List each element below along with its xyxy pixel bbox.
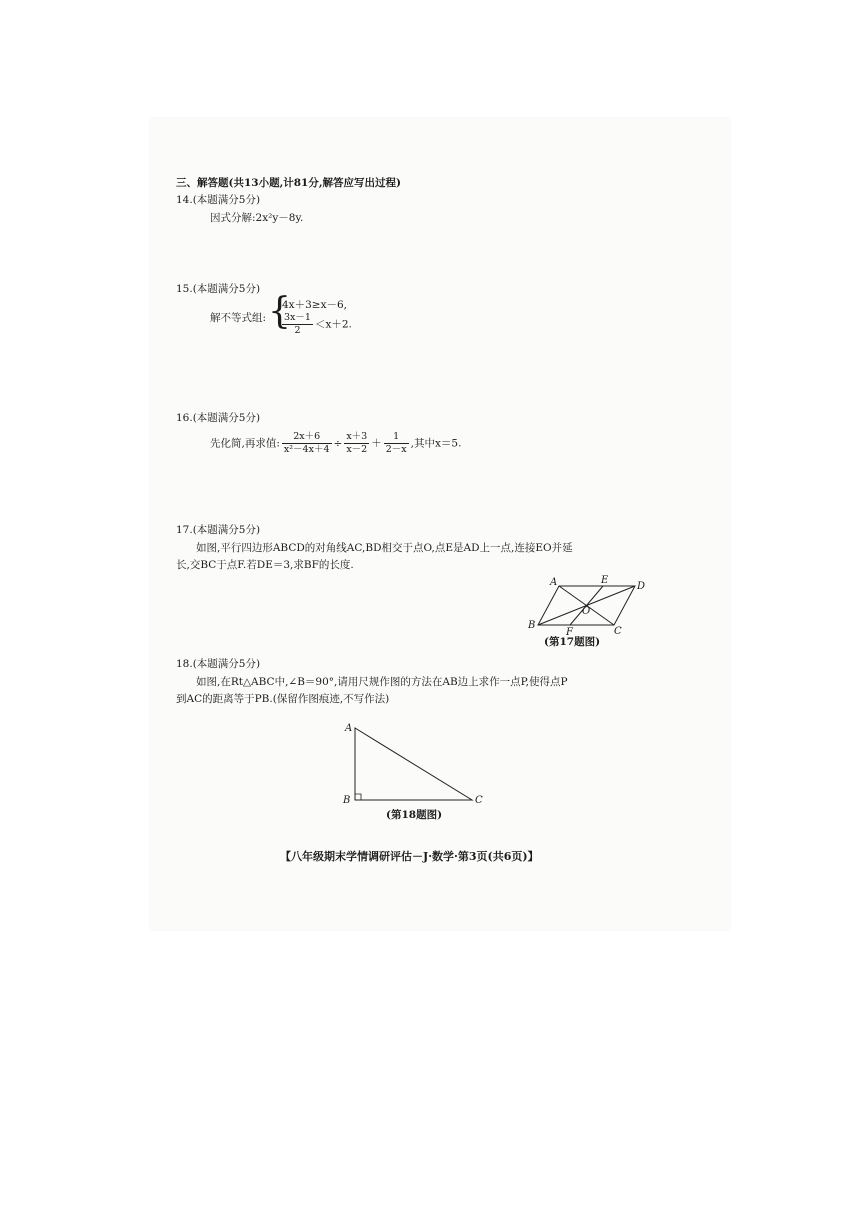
label-b: B: [343, 795, 351, 806]
label-c: C: [614, 626, 622, 637]
label-e: E: [601, 575, 609, 586]
question-14-header: 14.(本题满分5分): [176, 194, 261, 206]
question-15-header: 15.(本题满分5分): [176, 283, 261, 295]
section-title: 三、解答题(共13小题,计81分,解答应写出过程): [176, 177, 401, 189]
right-angle-mark: [355, 794, 361, 800]
question-17-line-1: 如图,平行四边形ABCD的对角线AC,BD相交于点O,点E是AD上一点,连接EO并延: [196, 542, 573, 554]
triangle-abc: [355, 728, 472, 800]
page-footer: 【八年级期末学情调研评估－J·数学·第3页(共6页)】: [280, 850, 539, 863]
question-16-header: 16.(本题满分5分): [176, 412, 261, 424]
figure-17-caption: (第17题图): [544, 636, 601, 648]
question-18-header: 18.(本题满分5分): [176, 658, 261, 670]
right-triangle-figure: [340, 718, 490, 808]
label-a: A: [550, 577, 558, 588]
parallelogram-figure: [530, 573, 650, 643]
system-brace: {: [268, 291, 291, 332]
label-c: C: [475, 795, 483, 806]
exam-page: [150, 118, 730, 930]
question-18-line-2: 到AC的距离等于PB.(保留作图痕迹,不写作法): [176, 693, 390, 705]
fraction: $\frac{1}{2-x}$: [385, 431, 407, 455]
fraction: $\frac{2x+6}{\text{x²－4x＋4}}$: [283, 431, 330, 455]
inequality-2: $\frac{3x-1}{2}$ ＜x＋2.: [284, 312, 352, 336]
label-b: B: [528, 620, 536, 631]
label-f: F: [566, 627, 573, 638]
question-14-text: 因式分解:2x²y－8y.: [210, 212, 304, 224]
question-16-expression: 先化简,再求值: $\frac{2x+6}{\text{x²－4x＋4}}$ ÷ $\frac{x+3}{x-2}$ ＋ $\frac{1}{2-x}$ ,其中x＝5.: [210, 431, 462, 455]
fraction: $\frac{x+3}{x-2}$: [346, 431, 368, 455]
label-o: O: [582, 606, 591, 617]
figure-18-caption: (第18题图): [386, 809, 443, 821]
label-d: D: [637, 581, 646, 592]
question-15-lead: 解不等式组:: [210, 312, 267, 324]
inequality-1: 4x＋3≥x－6,: [282, 299, 348, 311]
question-17-header: 17.(本题满分5分): [176, 524, 261, 536]
question-18-line-1: 如图,在Rt△ABC中,∠B＝90°,请用尺规作图的方法在AB边上求作一点P,使得点P: [196, 676, 568, 688]
label-a: A: [345, 723, 353, 734]
fraction: $\frac{3x-1}{2}$: [284, 312, 311, 336]
question-17-line-2: 长,交BC于点F.若DE＝3,求BF的长度.: [176, 559, 354, 571]
